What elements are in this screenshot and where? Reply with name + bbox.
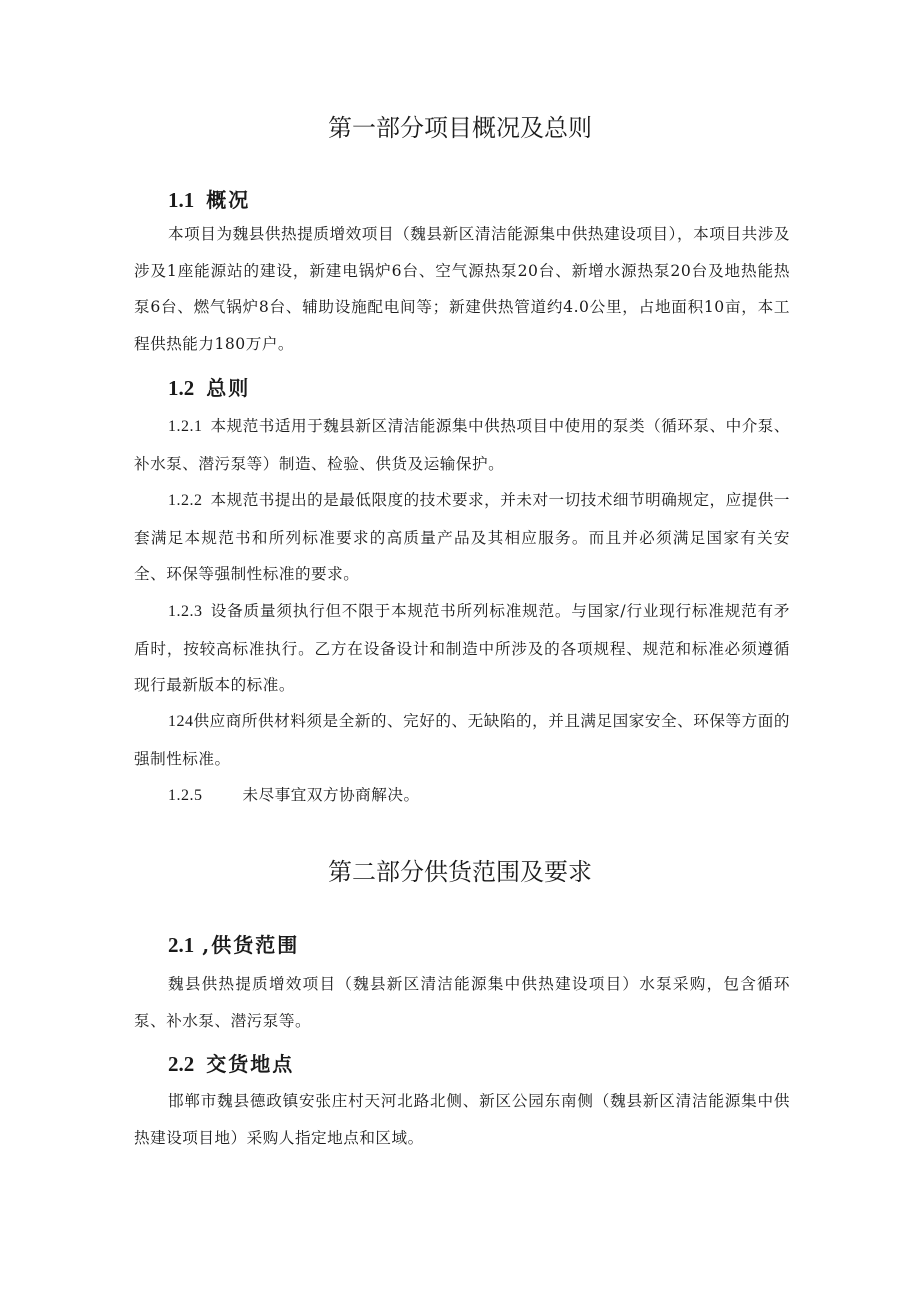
section-title: 总则 [206, 376, 251, 400]
section-1-2-heading [168, 372, 250, 401]
section-number: 1.2 [168, 376, 195, 400]
section-number: 2.2 [168, 1052, 195, 1076]
section-2-1-heading [168, 929, 299, 958]
clause-number: 124 [168, 713, 194, 730]
clause-number: 1.2.2 [168, 492, 203, 509]
clause-1-2-5 [134, 777, 790, 815]
clause-number: 1.2.5 [168, 787, 203, 804]
section-title: 交货地点 [206, 1052, 295, 1076]
clause-1-2-4 [134, 703, 790, 777]
section-number: 2.1 [168, 933, 195, 957]
section-title: ,供货范围 [202, 933, 300, 957]
section-1-1-paragraph: 本项目为魏县供热提质增效项目（魏县新区清洁能源集中供热建设项目），本项目共涉及涉及1座能源站的建设，新建电锅炉6台、空气源热泵20台、新增水源热泵20台及地热能热泵6台、燃气锅炉8台、辅助设施配电间等；新建供热管道约4.0公里，占地面积10亩，本工程供热能力180万户。 [134, 225, 790, 353]
part2-title: 第二部分供货范围及要求 [328, 858, 592, 886]
clause-text: 本规范书提出的是最低限度的技术要求，并未对一切技术细节明确规定，应提供一套满足本规范书和所列标准要求的高质量产品及其相应服务。而且并必须满足国家有关安全、环保等强制性标准的要求。 [134, 491, 790, 583]
clause-number: 1.2.3 [168, 603, 203, 620]
clause-text: 未尽事宜双方协商解决。 [242, 786, 420, 804]
clause-number: 1.2.1 [168, 418, 203, 435]
section-2-2-heading [168, 1048, 294, 1077]
section-2-2-paragraph: 邯郸市魏县德政镇安张庄村天河北路北侧、新区公园东南侧（魏县新区清洁能源集中供热建设项目地）采购人指定地点和区域。 [134, 1092, 790, 1147]
section-1-1-heading [168, 184, 250, 213]
part1-title: 第一部分项目概况及总则 [328, 114, 592, 142]
clause-text: 本规范书适用于魏县新区清洁能源集中供热项目中使用的泵类（循环泵、中介泵、补水泵、潜污泵等）制造、检验、供货及运输保护。 [134, 417, 790, 473]
clause-text: 设备质量须执行但不限于本规范书所列标准规范。与国家/行业现行标准规范有矛盾时，按较高标准执行。乙方在设备设计和制造中所涉及的各项规程、规范和标准必须遵循现行最新版本的标准。 [134, 602, 790, 694]
section-2-1-paragraph: 魏县供热提质增效项目（魏县新区清洁能源集中供热建设项目）水泵采购，包含循环泵、补水泵、潜污泵等。 [134, 975, 790, 1030]
section-title: 概况 [206, 188, 251, 212]
section-number: 1.1 [168, 188, 195, 212]
clause-1-2-1 [134, 408, 790, 482]
clause-1-2-2 [134, 482, 790, 593]
clause-1-2-3 [134, 593, 790, 704]
clause-text: 供应商所供材料须是全新的、完好的、无缺陷的，并且满足国家安全、环保等方面的强制性标准。 [134, 712, 790, 768]
